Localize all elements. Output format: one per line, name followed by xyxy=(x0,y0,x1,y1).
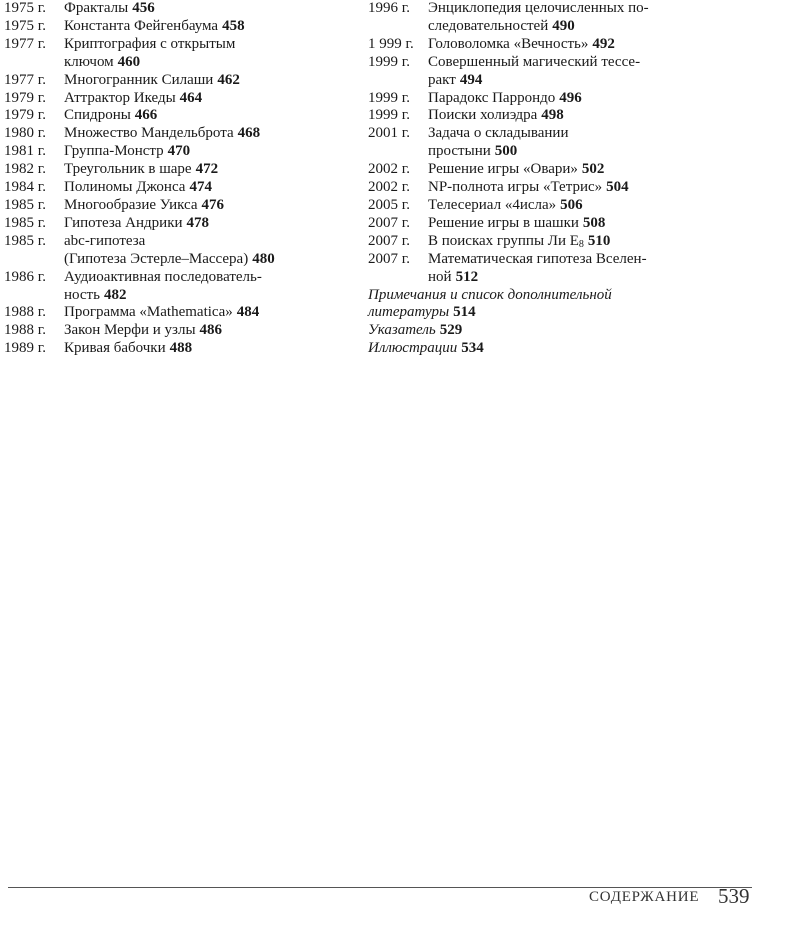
toc-entry xyxy=(4,125,349,143)
toc-entry-title-text: ность xyxy=(64,286,100,303)
toc-entry-title-text: Иллюстрации xyxy=(368,340,458,357)
toc-entry-body xyxy=(428,251,713,287)
toc-entry-title-line xyxy=(64,36,349,54)
toc-entry-title-line xyxy=(428,251,713,269)
toc-entry-year: 1975 г. xyxy=(4,0,46,16)
toc-entry-title-text: литературы xyxy=(368,304,450,321)
toc-entry-year: 1979 г. xyxy=(4,107,46,124)
toc-entry-body xyxy=(64,304,349,322)
toc-entry-body xyxy=(64,197,349,215)
backmatter-entry xyxy=(368,322,713,340)
toc-entry-year: 1981 г. xyxy=(4,143,46,160)
toc-entry-body xyxy=(428,0,713,36)
toc-entry xyxy=(368,161,713,179)
toc-entry-body xyxy=(64,90,349,108)
toc-entry-year: 1986 г. xyxy=(4,268,46,285)
toc-entry xyxy=(4,179,349,197)
toc-entry xyxy=(368,197,713,215)
toc-entry-title-text: следовательностей xyxy=(428,17,549,34)
toc-entry-title-line xyxy=(64,0,349,18)
toc-entry-page-number: 460 xyxy=(117,53,141,70)
toc-entry-title-line xyxy=(428,269,713,287)
toc-entry xyxy=(4,36,349,72)
toc-entry-title-line xyxy=(368,287,713,305)
toc-entry-page-number: 482 xyxy=(103,286,127,303)
toc-entry-title-line xyxy=(428,18,713,36)
toc-entry-title-line xyxy=(64,54,349,72)
toc-entry-page-number: 468 xyxy=(237,125,261,142)
toc-entry-body xyxy=(64,322,349,340)
toc-entry xyxy=(4,72,349,90)
toc-entry-body xyxy=(428,54,713,90)
toc-entry xyxy=(4,0,349,18)
toc-entry-title-text: Множество Мандельброта xyxy=(64,125,234,142)
toc-entry-title-line xyxy=(64,197,349,215)
toc-entry-page-number: 480 xyxy=(252,250,275,267)
toc-entry-page-number: 490 xyxy=(552,17,575,34)
toc-entry-title-text: Гипотеза Андрики xyxy=(64,214,183,231)
toc-entry-title-line xyxy=(428,161,713,179)
toc-entry-page-number: 498 xyxy=(541,107,564,124)
toc-entry-title-text: Головоломка «Вечность» xyxy=(428,35,589,52)
toc-entry-body xyxy=(428,125,713,161)
toc-entry-body xyxy=(64,269,349,305)
toc-entry-page-number: 462 xyxy=(217,71,240,88)
toc-entry-title-line xyxy=(64,304,349,322)
toc-entry-title-text: Группа-Монстр xyxy=(64,143,164,160)
toc-entry-page-number: 476 xyxy=(201,196,225,213)
toc-entry-title-text: ключом xyxy=(64,53,114,70)
toc-entry-title-text: Фракталы xyxy=(64,0,129,16)
toc-entry-body xyxy=(64,233,349,269)
toc-entry-title-line xyxy=(428,90,713,108)
footer-rule xyxy=(8,887,752,888)
toc-entry-title-line xyxy=(64,161,349,179)
toc-entry-page-number: 500 xyxy=(494,143,518,160)
toc-entry xyxy=(368,125,713,161)
toc-entry-page-number: 470 xyxy=(167,143,191,160)
toc-entry xyxy=(4,90,349,108)
toc-entry-body xyxy=(428,179,713,197)
toc-entry-title-text: Телесериал «4исла» xyxy=(428,196,557,213)
toc-entry-year: 1977 г. xyxy=(4,35,46,52)
toc-entry-year: 2002 г. xyxy=(368,179,410,196)
toc-entry-page-number: 474 xyxy=(189,179,212,196)
toc-entry-title-line xyxy=(368,304,713,322)
toc-entry-year: 2007 г. xyxy=(368,232,410,249)
running-footer-section: СОДЕРЖАНИЕ xyxy=(589,889,700,905)
toc-entry-title-text: В поисках группы Ли E xyxy=(428,232,579,249)
toc-entry-title-text: Закон Мерфи и узлы xyxy=(64,322,196,339)
toc-entry xyxy=(368,233,713,251)
toc-entry-year: 1984 г. xyxy=(4,179,46,196)
toc-entry-title-line xyxy=(368,340,713,358)
toc-entry-body xyxy=(64,72,349,90)
toc-entry xyxy=(368,90,713,108)
toc-entry-body xyxy=(64,215,349,233)
toc-entry-year: 1982 г. xyxy=(4,161,46,178)
toc-entry-title-line xyxy=(368,322,713,340)
toc-entry-body xyxy=(428,161,713,179)
toc-entry-page-number: 506 xyxy=(560,196,583,213)
toc-entry-title-line xyxy=(64,18,349,36)
toc-entry-title-text: abc-гипотеза xyxy=(64,232,146,249)
toc-entry-title-line xyxy=(64,340,349,358)
toc-entry-year: 1 999 г. xyxy=(368,35,414,52)
toc-entry-year: 2007 г. xyxy=(368,214,410,231)
toc-entry-year: 1985 г. xyxy=(4,232,46,249)
toc-entry xyxy=(4,322,349,340)
toc-entry xyxy=(4,143,349,161)
toc-entry xyxy=(4,233,349,269)
toc-entry-body xyxy=(368,340,713,358)
toc-entry-body xyxy=(64,340,349,358)
toc-entry-title-text: Поиски холиэдра xyxy=(428,107,538,124)
toc-entry xyxy=(4,340,349,358)
toc-entry-page-number: 492 xyxy=(592,35,615,52)
toc-entry-title-line xyxy=(428,107,713,125)
toc-left-column xyxy=(4,0,349,358)
toc-entry xyxy=(368,215,713,233)
toc-entry-title-line xyxy=(428,215,713,233)
toc-entry-page-number: 512 xyxy=(455,268,479,285)
toc-entry-year: 2007 г. xyxy=(368,250,410,267)
toc-entry-title-line xyxy=(428,54,713,72)
toc-entry-title-text: NP-полнота игры «Тетрис» xyxy=(428,179,603,196)
toc-entry-page-number: 458 xyxy=(222,17,245,34)
toc-entry-subscript: 8 xyxy=(578,238,584,250)
toc-entry-page-number: 514 xyxy=(453,304,476,321)
toc-entry-page-number: 478 xyxy=(186,214,210,231)
toc-entry xyxy=(368,251,713,287)
toc-entry-title-line xyxy=(64,143,349,161)
toc-entry-title-line xyxy=(428,143,713,161)
toc-entry-page-number: 464 xyxy=(179,89,203,106)
toc-entry-title-line xyxy=(64,233,349,251)
toc-entry xyxy=(4,304,349,322)
toc-entry-page-number: 496 xyxy=(559,89,582,106)
toc-entry-body xyxy=(428,107,713,125)
toc-entry-body xyxy=(428,215,713,233)
toc-entry-title-line xyxy=(428,197,713,215)
toc-entry-year: 1988 г. xyxy=(4,322,46,339)
toc-entry-title-text: Кривая бабочки xyxy=(64,340,166,357)
toc-entry-year: 1979 г. xyxy=(4,89,46,106)
toc-entry xyxy=(368,54,713,90)
toc-entry-title-text: Константа Фейгенбаума xyxy=(64,17,219,34)
toc-entry-page-number: 534 xyxy=(461,340,484,357)
toc-entry-title-line xyxy=(64,287,349,305)
toc-entry-page-number: 486 xyxy=(199,322,223,339)
toc-entry-body xyxy=(64,0,349,18)
toc-entry-title-text: Аттрактор Икеды xyxy=(64,89,176,106)
toc-entry-year: 2001 г. xyxy=(368,125,410,142)
toc-entry-year: 1985 г. xyxy=(4,196,46,213)
toc-entry-body xyxy=(428,90,713,108)
toc-entry-year: 2002 г. xyxy=(368,161,410,178)
backmatter-entry xyxy=(368,287,713,323)
toc-entry-title-text: Математическая гипотеза Вселен- xyxy=(428,250,647,267)
toc-entry xyxy=(4,197,349,215)
toc-entry-title-text: Примечания и список дополнительной xyxy=(368,286,612,303)
toc-entry-body xyxy=(368,287,713,323)
toc-entry-year: 1996 г. xyxy=(368,0,410,16)
toc-right-column xyxy=(368,0,713,358)
toc-entry-title-text: Многообразие Уикса xyxy=(64,196,198,213)
page-number: 539 xyxy=(718,884,750,908)
toc-entry-title-text: ракт xyxy=(428,71,456,88)
toc-entry-year: 1999 г. xyxy=(368,107,410,124)
toc-entry-year: 1988 г. xyxy=(4,304,46,321)
toc-entry-title-text: Аудиоактивная последователь- xyxy=(64,268,262,285)
toc-entry-title-text: простыни xyxy=(428,143,491,160)
toc-entry-title-line xyxy=(64,251,349,269)
toc-entry-title-line xyxy=(64,90,349,108)
toc-entry-page-number: 508 xyxy=(582,214,606,231)
toc-entry-title-line xyxy=(64,215,349,233)
toc-entry-title-line xyxy=(428,0,713,18)
toc-entry-title-line xyxy=(64,125,349,143)
toc-entry-year: 1989 г. xyxy=(4,340,46,357)
toc-entry-year: 2005 г. xyxy=(368,196,410,213)
toc-entry xyxy=(368,0,713,36)
toc-entry-title-text: Многогранник Силаши xyxy=(64,71,214,88)
toc-entry-year: 1977 г. xyxy=(4,71,46,88)
toc-entry-title-line xyxy=(428,179,713,197)
toc-entry-title-line xyxy=(428,233,713,251)
toc-entry-year: 1999 г. xyxy=(368,53,410,70)
toc-entry-year: 1975 г. xyxy=(4,17,46,34)
toc-entry xyxy=(368,36,713,54)
toc-entry-body xyxy=(64,143,349,161)
toc-entry-title-text: Совершенный магический тессе- xyxy=(428,53,641,70)
toc-entry-body xyxy=(64,179,349,197)
toc-entry-body xyxy=(428,36,713,54)
toc-entry-page-number: 504 xyxy=(606,179,629,196)
toc-entry-body xyxy=(64,107,349,125)
toc-entry-title-line xyxy=(428,36,713,54)
toc-entry xyxy=(4,269,349,305)
toc-entry xyxy=(4,18,349,36)
toc-entry-title-line xyxy=(64,269,349,287)
toc-entry-year: 1980 г. xyxy=(4,125,46,142)
toc-entry-page-number: 502 xyxy=(581,161,605,178)
toc-entry-body xyxy=(428,197,713,215)
toc-entry xyxy=(4,215,349,233)
toc-entry-title-text: Решение игры в шашки xyxy=(428,214,579,231)
toc-entry-page-number: 484 xyxy=(236,304,260,321)
toc-entry-title-text: Указатель xyxy=(368,322,436,339)
toc-entry-title-text: Решение игры «Овари» xyxy=(428,161,578,178)
toc-entry-title-text: Энциклопедия целочисленных по- xyxy=(428,0,649,16)
toc-entry-title-text: ной xyxy=(428,268,452,285)
toc-entry xyxy=(4,161,349,179)
toc-entry-title-line xyxy=(64,179,349,197)
toc-entry-title-text: Задача о складывании xyxy=(428,125,569,142)
toc-entry-title-text: Парадокс Паррондо xyxy=(428,89,556,106)
toc-entry-title-text: Программа «Mathematica» xyxy=(64,304,233,321)
toc-entry-title-line xyxy=(64,322,349,340)
backmatter-entry xyxy=(368,340,713,358)
toc-entry-title-line xyxy=(428,72,713,90)
toc-entry-year: 1999 г. xyxy=(368,89,410,106)
toc-entry-title-text: Треугольник в шаре xyxy=(64,161,192,178)
toc-entry xyxy=(368,107,713,125)
toc-entry-page-number: 529 xyxy=(439,322,463,339)
toc-entry-title-text: Криптография с открытым xyxy=(64,35,236,52)
toc-entry xyxy=(4,107,349,125)
toc-entry-title-text: Спидроны xyxy=(64,107,131,124)
toc-entry-body xyxy=(368,322,713,340)
toc-entry-body xyxy=(64,36,349,72)
toc-entry-body xyxy=(64,161,349,179)
toc-entry-page-number: 510 xyxy=(587,232,611,249)
toc-entry-page-number: 488 xyxy=(169,340,193,357)
toc-entry-title-text: Полиномы Джонса xyxy=(64,179,186,196)
toc-entry xyxy=(368,179,713,197)
toc-entry-body xyxy=(64,125,349,143)
toc-entry-title-line xyxy=(64,72,349,90)
toc-entry-page-number: 466 xyxy=(134,107,158,124)
toc-entry-title-line xyxy=(428,125,713,143)
toc-entry-page-number: 494 xyxy=(459,71,483,88)
toc-entry-title-line xyxy=(64,107,349,125)
toc-entry-page-number: 456 xyxy=(132,0,155,16)
toc-entry-year: 1985 г. xyxy=(4,214,46,231)
toc-entry-page-number: 472 xyxy=(195,161,219,178)
toc-entry-title-text: (Гипотеза Эстерле–Массера) xyxy=(64,250,249,267)
toc-entry-body xyxy=(428,233,713,251)
toc-entry-body xyxy=(64,18,349,36)
